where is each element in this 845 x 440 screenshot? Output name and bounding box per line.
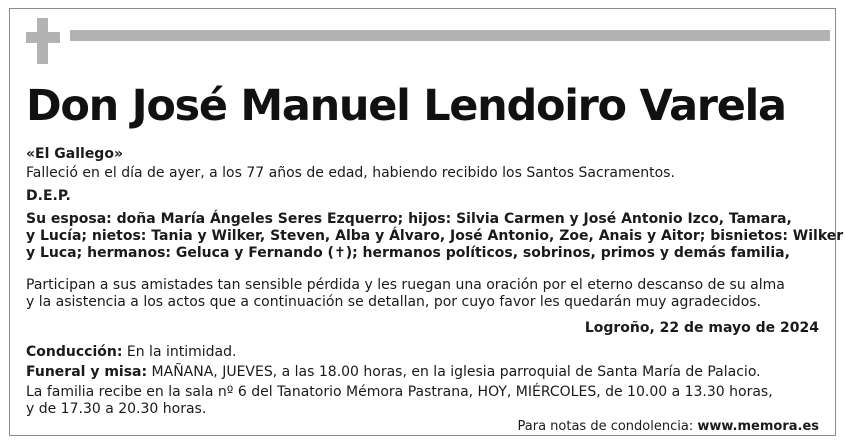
rip-text: D.E.P. [26,188,71,204]
request-line-1: Participan a sus amistades tan sensible pérdida y les ruegan una oración por el eterno descanso de su alma [26,277,785,293]
request-line-2: y la asistencia a los actos que a continuación se detallan, por cuyo favor les quedarán muy agradecidos. [26,294,761,310]
conduccion-line [26,344,236,361]
place-date: Logroño, 22 de mayo de 2024 [584,320,819,336]
deceased-name: Don José Manuel Lendoiro Varela [26,81,786,131]
family-receives-line-2: y de 17.30 a 20.30 horas. [26,401,207,417]
condolence-label: Para notas de condolencia: [517,419,698,434]
obituary-notice [9,8,844,436]
death-line: Falleció en el día de ayer, a los 77 años de edad, habiendo recibido los Santos Sacramentos. [26,165,675,181]
cross-icon [26,18,60,64]
family-line-2: y Lucía; nietos: Tania y Wilker, Steven, Alba y Álvaro, José Antonio, Zoe, Anais y Aitor; bisnietos: Wilker [26,228,844,244]
nickname: «El Gallego» [26,146,123,162]
family-line-3: y Luca; hermanos: Geluca y Fernando (✝); hermanos políticos, sobrinos, primos y demás familia, [26,245,790,261]
family-receives-line-1: La familia recibe en la sala nº 6 del Tanatorio Mémora Pastrana, HOY, MIÉRCOLES, de 10.00 a 13.30 horas, [26,384,773,400]
header-rule [70,30,830,41]
conduccion-text: En la intimidad. [122,344,237,360]
funeral-line [26,364,761,381]
conduccion-label: Conducción: [26,344,123,360]
family-line-1: Su esposa: doña María Ángeles Seres Ezquerro; hijos: Silvia Carmen y José Antonio Izco, Tamara, [26,211,792,227]
condolence-note [518,419,820,434]
condolence-link[interactable]: www.memora.es [697,419,819,434]
funeral-text: MAÑANA, JUEVES, a las 18.00 horas, en la iglesia parroquial de Santa María de Palacio. [147,364,761,380]
funeral-label: Funeral y misa: [26,364,148,380]
